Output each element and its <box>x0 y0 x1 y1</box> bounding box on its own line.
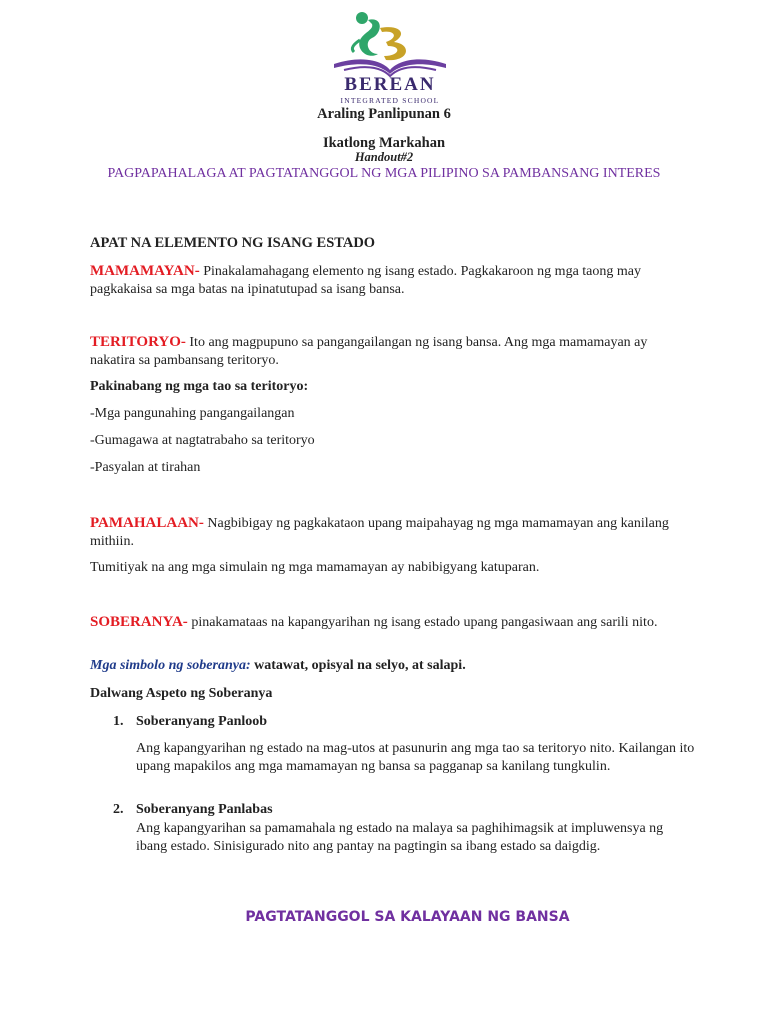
handout-label: Handout#2 <box>354 150 414 164</box>
section-heading: APAT NA ELEMENTO NG ISANG ESTADO <box>90 235 376 251</box>
soberanya-symbols-value: watawat, opisyal na selyo, at salapi. <box>254 658 466 673</box>
soberanya-aspects-heading: Dalwang Aspeto ng Soberanya <box>90 686 273 701</box>
teritoryo-term: TERITORYO- <box>90 334 186 350</box>
pamahalaan-extra: Tumitiyak na ang mga simulain ng mga mamamayan ay nabibigyang katuparan. <box>90 560 540 575</box>
quarter-title: Ikatlong Markahan <box>322 135 446 151</box>
aspect-number: 2. <box>113 802 124 817</box>
aspect-title: Soberanyang Panlabas <box>136 802 273 817</box>
teritoryo-definition: Ito ang magpupuno sa pangangailangan ng isang bansa. Ang mga mamamayan ay nakatira sa pambansang teritoryo. <box>90 335 648 368</box>
teritoryo-benefit-item: -Pasyalan at tirahan <box>90 460 201 475</box>
aspect-description: Ang kapangyarihan sa pamamahala ng estado na malaya sa paghihimagsik at impluwensya ng ibang estado. Sinisigurado nito ang pantay na pagtingin sa ibang estado sa daigdig. <box>136 821 664 854</box>
aspect-title: Soberanyang Panloob <box>136 714 268 729</box>
teritoryo-paragraph <box>90 333 680 370</box>
footer-section-title: PAGTATANGGOL SA KALAYAAN NG BANSA <box>245 909 570 925</box>
soberanya-term: SOBERANYA- <box>90 614 188 630</box>
teritoryo-benefit-item: -Gumagawa at nagtatrabaho sa teritoryo <box>90 433 315 448</box>
subject-title: Araling Panlipunan 6 <box>317 106 451 122</box>
mamamayan-term: MAMAMAYAN- <box>90 263 200 279</box>
school-logo-emblem-icon <box>324 10 456 80</box>
soberanya-paragraph <box>90 613 680 632</box>
aspect-number: 1. <box>113 714 124 729</box>
pamahalaan-term: PAMAHALAAN- <box>90 515 204 531</box>
school-logo <box>324 10 456 110</box>
teritoryo-benefit-item: -Mga pangunahing pangangailangan <box>90 406 295 421</box>
aspect-description: Ang kapangyarihan ng estado na mag-utos at pasunurin ang mga tao sa teritoryo nito. Kailangan ito upang mapakilos ang mga mamamayan ng bansa sa pagganap sa kanilang tungkulin. <box>136 741 695 774</box>
pamahalaan-definition: Nagbibigay ng pagkakataon upang maipahayag ng mga mamamayan ang kanilang mithiin. <box>90 516 669 549</box>
teritoryo-benefits-heading: Pakinabang ng mga tao sa teritoryo: <box>90 379 309 394</box>
logo-school-name: BEREAN <box>344 74 436 95</box>
pamahalaan-paragraph <box>90 514 680 551</box>
logo-school-subtitle: INTEGRATED SCHOOL <box>340 96 440 105</box>
soberanya-symbols-label: Mga simbolo ng soberanya: <box>90 658 251 673</box>
main-title: PAGPAPAHALAGA AT PAGTATANGGOL NG MGA PILIPINO SA PAMBANSANG INTERES <box>107 166 661 181</box>
soberanya-symbols-line <box>90 658 466 674</box>
soberanya-definition: pinakamataas na kapangyarihan ng isang estado upang pangasiwaan ang sarili nito. <box>191 615 658 630</box>
mamamayan-paragraph <box>90 262 680 299</box>
mamamayan-definition: Pinakalamahagang elemento ng isang estado. Pagkakaroon ng mga taong may pagkakaisa sa mga batas na ipinatutupad sa isang bansa. <box>90 264 641 297</box>
